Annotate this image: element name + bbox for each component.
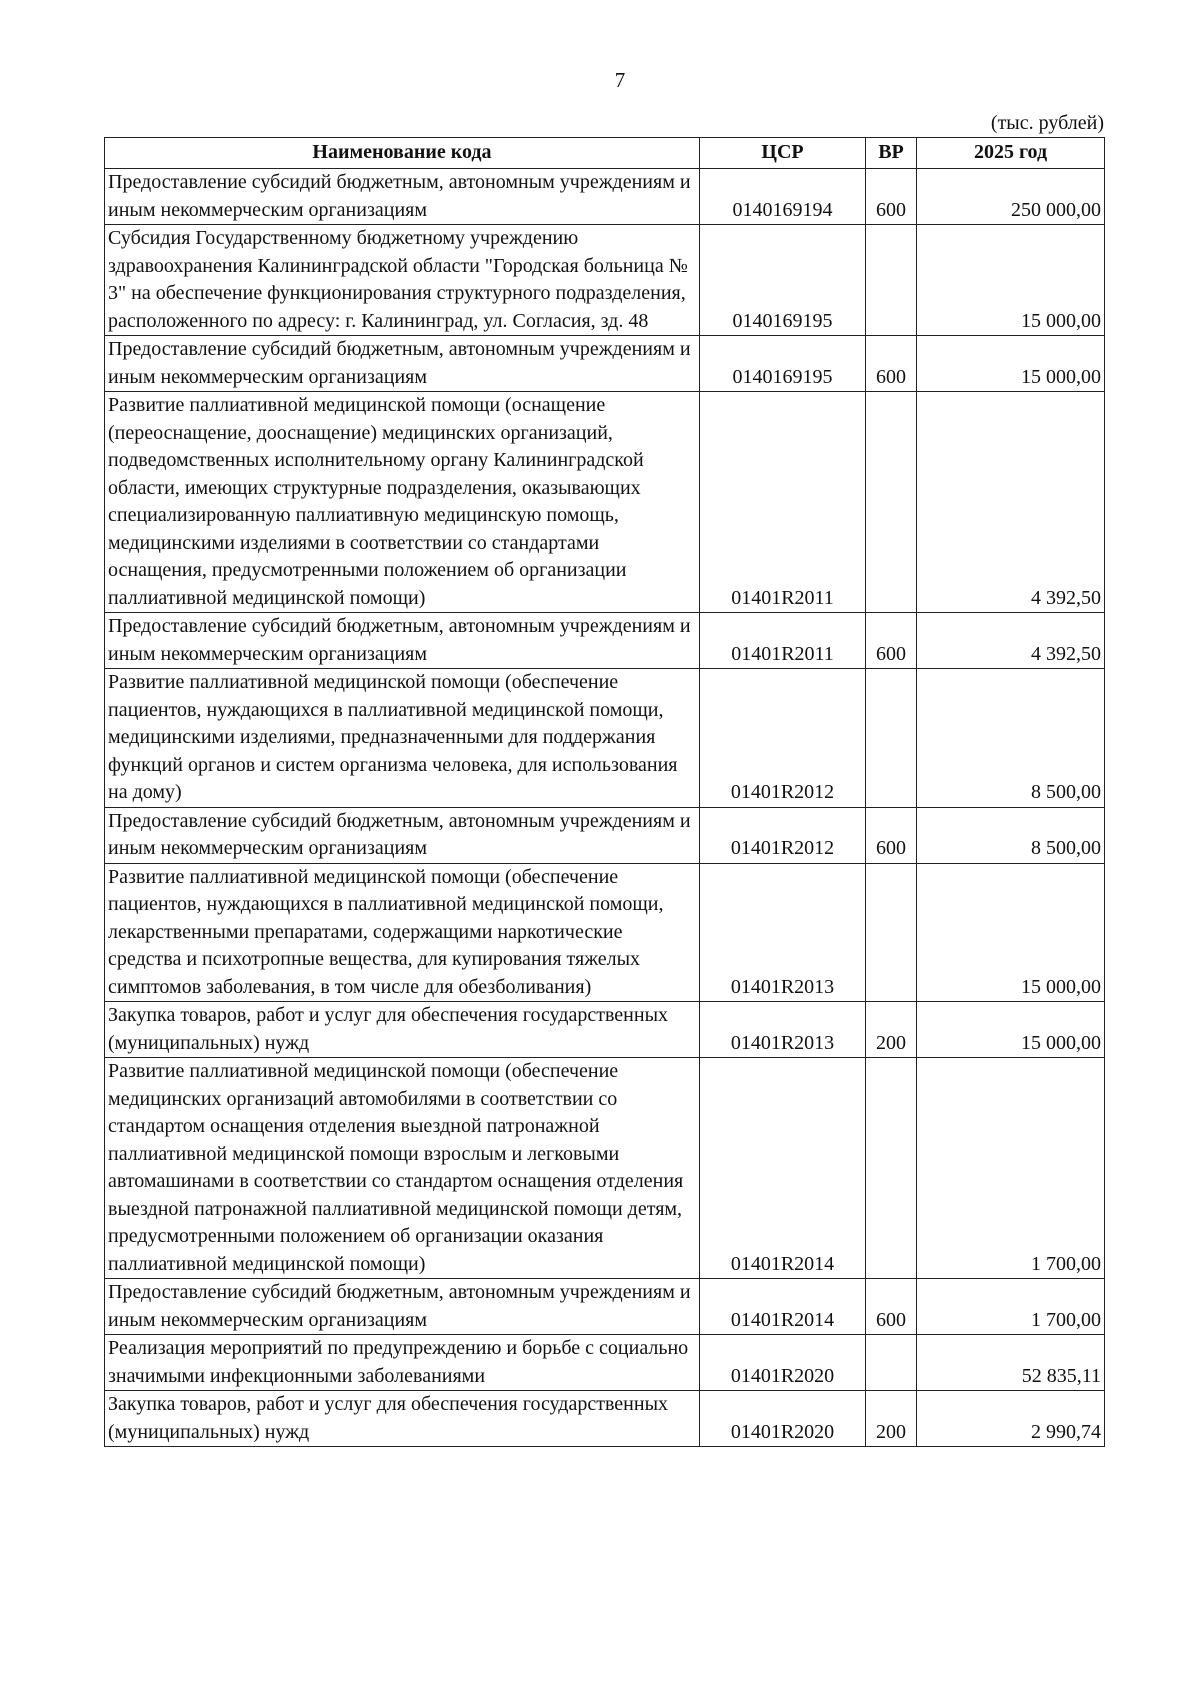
row-amount: 8 500,00	[917, 669, 1105, 808]
row-csr: 01401R2013	[700, 1002, 866, 1058]
row-csr: 01401R2020	[700, 1335, 866, 1391]
row-amount: 8 500,00	[917, 807, 1105, 863]
row-vr	[866, 669, 917, 808]
row-csr: 01401R2012	[700, 807, 866, 863]
row-csr: 01401R2014	[700, 1058, 866, 1279]
row-name: Предоставление субсидий бюджетным, автономным учреждениям и иным некоммерческим организациям	[105, 169, 700, 225]
row-name: Развитие паллиативной медицинской помощи (обеспечение пациентов, нуждающихся в паллиативной медицинской помощи, медицинскими изделиями, предназначенными для поддержания функций органов и систем организма человека, для использования на дому)	[105, 669, 700, 808]
row-name: Реализация мероприятий по предупреждению и борьбе с социально значимыми инфекционными заболеваниями	[105, 1335, 700, 1391]
table-row	[105, 225, 1105, 336]
page-number: 7	[614, 68, 626, 92]
header-csr: ЦСР	[700, 138, 866, 169]
table-row	[105, 1002, 1105, 1058]
table-header-row	[105, 138, 1105, 169]
row-vr	[866, 1335, 917, 1391]
table-row	[105, 863, 1105, 1002]
row-csr: 01401R2012	[700, 669, 866, 808]
row-csr: 01401R2011	[700, 392, 866, 613]
row-csr: 0140169195	[700, 336, 866, 392]
row-name: Закупка товаров, работ и услуг для обеспечения государственных (муниципальных) нужд	[105, 1002, 700, 1058]
row-csr: 0140169195	[700, 225, 866, 336]
row-name: Развитие паллиативной медицинской помощи (обеспечение медицинских организаций автомобилями в соответствии со стандартом оснащения отделения выездной патронажной паллиативной медицинской помощи взрослым и легковыми автомашинами в соответствии со стандартом оснащения отделения выездной патронажной паллиативной медицинской помощи детям, предусмотренными положением об организации оказания паллиативной медицинской помощи)	[105, 1058, 700, 1279]
row-vr: 600	[866, 807, 917, 863]
row-amount: 15 000,00	[917, 863, 1105, 1002]
table-row	[105, 336, 1105, 392]
row-vr	[866, 863, 917, 1002]
budget-table	[104, 137, 1105, 1447]
row-vr	[866, 225, 917, 336]
row-amount: 2 990,74	[917, 1391, 1105, 1447]
table-row	[105, 169, 1105, 225]
row-name: Предоставление субсидий бюджетным, автономным учреждениям и иным некоммерческим организациям	[105, 1279, 700, 1335]
unit-note: (тыс. рублей)	[990, 112, 1104, 134]
row-vr: 600	[866, 336, 917, 392]
table-row	[105, 613, 1105, 669]
row-csr: 01401R2013	[700, 863, 866, 1002]
row-csr: 0140169194	[700, 169, 866, 225]
row-csr: 01401R2011	[700, 613, 866, 669]
row-vr	[866, 392, 917, 613]
row-vr: 600	[866, 169, 917, 225]
row-name: Субсидия Государственному бюджетному учреждению здравоохранения Калининградской области "Городская больница № 3" на обеспечение функционирования структурного подразделения, расположенного по адресу: г. Калининград, ул. Согласия, зд. 48	[105, 225, 700, 336]
row-vr: 600	[866, 1279, 917, 1335]
header-year: 2025 год	[917, 138, 1105, 169]
row-name: Развитие паллиативной медицинской помощи (оснащение (переоснащение, дооснащение) медицинских организаций, подведомственных исполнительному органу Калининградской области, имеющих структурные подразделения, оказывающих специализированную паллиативную медицинскую помощь, медицинскими изделиями в соответствии со стандартами оснащения, предусмотренными положением об организации паллиативной медицинской помощи)	[105, 392, 700, 613]
row-vr: 200	[866, 1002, 917, 1058]
table-row	[105, 669, 1105, 808]
row-csr: 01401R2014	[700, 1279, 866, 1335]
header-name: Наименование кода	[105, 138, 700, 169]
row-vr: 200	[866, 1391, 917, 1447]
row-amount: 52 835,11	[917, 1335, 1105, 1391]
row-name: Развитие паллиативной медицинской помощи (обеспечение пациентов, нуждающихся в паллиативной медицинской помощи, лекарственными препаратами, содержащими наркотические средства и психотропные вещества, для купирования тяжелых симптомов заболевания, в том числе для обезболивания)	[105, 863, 700, 1002]
row-name: Предоставление субсидий бюджетным, автономным учреждениям и иным некоммерческим организациям	[105, 807, 700, 863]
table-row	[105, 1058, 1105, 1279]
row-vr	[866, 1058, 917, 1279]
row-amount: 4 392,50	[917, 392, 1105, 613]
row-amount: 15 000,00	[917, 336, 1105, 392]
row-csr: 01401R2020	[700, 1391, 866, 1447]
row-amount: 15 000,00	[917, 1002, 1105, 1058]
row-name: Предоставление субсидий бюджетным, автономным учреждениям и иным некоммерческим организациям	[105, 336, 700, 392]
header-vr: ВР	[866, 138, 917, 169]
row-amount: 1 700,00	[917, 1279, 1105, 1335]
row-vr: 600	[866, 613, 917, 669]
row-amount: 4 392,50	[917, 613, 1105, 669]
table-row	[105, 1279, 1105, 1335]
row-amount: 15 000,00	[917, 225, 1105, 336]
table-row	[105, 1335, 1105, 1391]
table-row	[105, 392, 1105, 613]
row-amount: 1 700,00	[917, 1058, 1105, 1279]
row-amount: 250 000,00	[917, 169, 1105, 225]
table-row	[105, 807, 1105, 863]
row-name: Закупка товаров, работ и услуг для обеспечения государственных (муниципальных) нужд	[105, 1391, 700, 1447]
table-row	[105, 1391, 1105, 1447]
row-name: Предоставление субсидий бюджетным, автономным учреждениям и иным некоммерческим организациям	[105, 613, 700, 669]
